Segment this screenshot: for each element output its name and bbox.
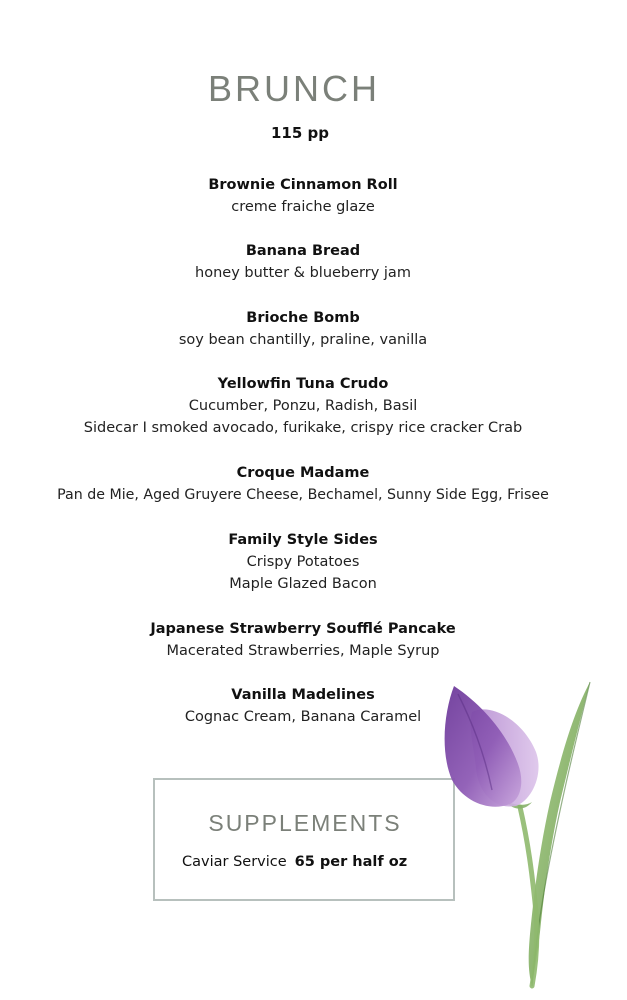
menu-item	[0, 462, 606, 506]
supplements-title: SUPPLEMENTS	[208, 810, 402, 836]
menu-item-description: Sidecar I smoked avocado, furikake, crispy rice cracker Crab	[83, 420, 523, 436]
menu-item-name: Brownie Cinnamon Roll	[208, 177, 398, 193]
menu-item-description: creme fraiche glaze	[231, 199, 375, 215]
menu-item	[0, 307, 606, 351]
menu-item-name: Croque Madame	[236, 465, 370, 481]
menu-item-name: Banana Bread	[245, 243, 361, 259]
tulip-illustration-icon	[432, 672, 602, 990]
menu-item-name: Japanese Strawberry Soufflé Pancake	[150, 621, 456, 637]
menu-item	[0, 618, 606, 662]
menu-item-description: Cucumber, Ponzu, Radish, Basil	[188, 398, 418, 414]
supplement-item: Caviar Service	[182, 854, 287, 870]
menu-item-description: Macerated Strawberries, Maple Syrup	[166, 643, 440, 659]
menu-item-name: Family Style Sides	[228, 532, 378, 548]
menu-item-description: Maple Glazed Bacon	[229, 576, 377, 592]
supplement-line	[182, 854, 407, 870]
menu-item-description: Cognac Cream, Banana Caramel	[184, 709, 422, 725]
menu-item	[0, 240, 606, 284]
menu-item	[0, 373, 606, 439]
supplement-price: 65 per half oz	[294, 854, 408, 870]
menu-item	[0, 174, 606, 218]
supplements-box	[153, 778, 455, 901]
menu-item-description: Crispy Potatoes	[246, 554, 360, 570]
menu-item	[0, 529, 606, 595]
menu-item-name: Brioche Bomb	[246, 310, 360, 326]
menu-item-description: soy bean chantilly, praline, vanilla	[178, 332, 428, 348]
menu-item-name: Yellowfin Tuna Crudo	[217, 376, 389, 392]
menu-item-description: honey butter & blueberry jam	[195, 265, 411, 281]
menu-title: BRUNCH	[207, 68, 380, 109]
menu-item-description: Pan de Mie, Aged Gruyere Cheese, Bechamel, Sunny Side Egg, Frisee	[57, 487, 549, 503]
menu-price: 115 pp	[270, 124, 329, 142]
menu-item-name: Vanilla Madelines	[231, 687, 375, 703]
